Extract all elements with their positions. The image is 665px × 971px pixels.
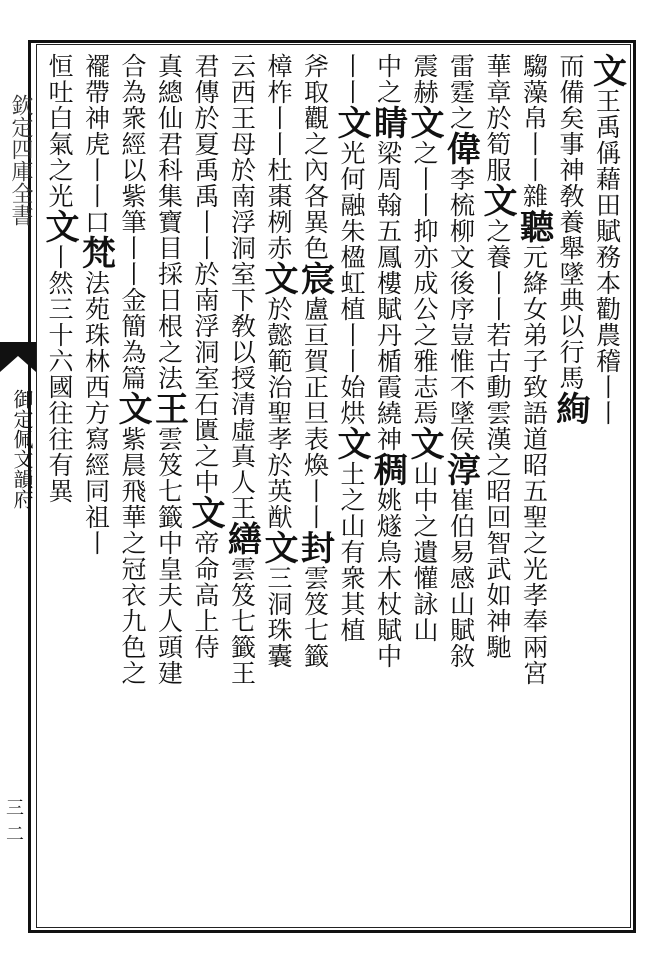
- headword: 文: [404, 105, 444, 140]
- text-segment: 紫晨飛華之冠衣九色之: [118, 426, 147, 686]
- fish-tail-mark-icon: [0, 342, 36, 372]
- text-segment: 中之: [373, 53, 403, 105]
- text-segment: 盧亘賀正旦表煥丨丨: [300, 296, 330, 530]
- text-segment: 雲笈七籤中皇夫人頭建: [154, 426, 184, 686]
- book-title: 御定佩文韻府: [10, 389, 34, 509]
- text-column-2: [549, 53, 591, 426]
- headword: 稠: [367, 452, 408, 487]
- text-segment: 華章於筍服: [483, 53, 512, 183]
- text-column-9: [294, 53, 336, 669]
- headword: 絢: [550, 391, 590, 426]
- text-segment: 而備矣事神敎養舉墜典以行馬: [556, 53, 585, 391]
- headword: 封: [294, 530, 335, 565]
- text-segment: 之養丨丨若古動雲漢之昭回智武如神馳: [483, 218, 512, 660]
- headword: 聽: [513, 209, 554, 244]
- text-segment: 恒吐白氣之光: [45, 53, 74, 209]
- text-segment: 真總仙君科集寶目採日根之法: [154, 53, 184, 391]
- text-column-12: [184, 53, 226, 660]
- headword: 文: [258, 530, 298, 565]
- text-segment: 三洞珠囊: [264, 565, 293, 669]
- text-segment: 姚燧烏木杖賦中: [373, 487, 403, 669]
- text-segment: 土之山有衆其植: [337, 461, 366, 643]
- text-segment: 丨然三十六國往往有異: [45, 244, 74, 504]
- text-column-13: [148, 53, 190, 686]
- text-segment: 樟柞丨丨杜棗栵赤: [264, 53, 293, 261]
- text-column-6: [403, 53, 445, 643]
- text-column-16: [38, 53, 80, 504]
- headword: 繕: [221, 521, 262, 556]
- text-column-5: [440, 53, 482, 669]
- text-segment: 法苑珠林西方寫經同祖丨: [81, 270, 111, 556]
- headword: 梵: [75, 235, 116, 270]
- page-number: 三二: [6, 798, 24, 845]
- text-segment: 帝命高上侍: [191, 530, 220, 660]
- text-column-15: [75, 53, 117, 556]
- text-segment: 山中之遺懽詠山: [410, 461, 439, 643]
- headword: 淳: [440, 452, 481, 487]
- headword: 宸: [294, 261, 335, 296]
- headword: 文: [404, 426, 444, 461]
- text-column-10: [257, 53, 299, 669]
- headword: 文: [331, 105, 371, 140]
- text-segment: 之丨丨抑亦成公之雅志焉: [410, 140, 439, 426]
- book-label: 欽定四庫全書: [8, 94, 33, 226]
- headword: 文: [258, 261, 298, 296]
- text-segment: 元絳女弟子致語道昭五聖之光孝奉兩宮: [519, 244, 549, 686]
- headword: 王: [148, 391, 189, 426]
- text-segment: 君傳於夏禹禹丨丨於南浮洞室石匱之中: [191, 53, 220, 495]
- headword: 睛: [367, 105, 408, 140]
- text-segment: 雲笈七籤王: [227, 556, 257, 686]
- text-segment: 崔伯易感山賦敘: [446, 487, 476, 669]
- text-segment: 梁周翰五鳳樓賦丹楯霞繞神: [373, 140, 403, 452]
- headword: 文: [331, 426, 371, 461]
- text-segment: 合為衆經以紫筆丨丨金簡為篇: [118, 53, 147, 391]
- headword: 文: [185, 495, 225, 530]
- text-column-3: [513, 53, 555, 686]
- headword: 文: [586, 53, 627, 88]
- text-column-7: [367, 53, 409, 669]
- text-segment: 騶藻帛丨丨雜: [519, 53, 549, 209]
- text-segment: 震赫: [410, 53, 439, 105]
- text-column-14: [111, 53, 153, 686]
- headword: 文: [39, 209, 79, 244]
- text-column-1: [586, 53, 628, 426]
- page-margin-strip: [0, 44, 36, 928]
- text-segment: 雷霆之: [446, 53, 476, 131]
- text-segment: 雲笈七籤: [300, 565, 330, 669]
- text-area: [36, 44, 631, 928]
- text-segment: 斧取觀之內各異色: [300, 53, 330, 261]
- text-segment: 襬帶神虎丨丨口: [81, 53, 111, 235]
- text-segment: 王禹偁藉田賦務本勸農稽丨丨: [592, 88, 622, 426]
- text-segment: 云西王母於南浮洞室下敎以授清虛真人王: [227, 53, 257, 521]
- text-segment: 丨丨: [337, 53, 366, 105]
- text-column-11: [221, 53, 263, 686]
- text-column-8: [330, 53, 372, 643]
- text-segment: 李梳柳文後序豈惟不墜侯: [446, 166, 476, 452]
- text-column-4: [476, 53, 518, 660]
- text-segment: 光何融朱楹虹植丨丨始烘: [337, 140, 366, 426]
- headword: 偉: [440, 131, 481, 166]
- headword: 文: [477, 183, 517, 218]
- text-segment: 於懿範治聖孝於英猷: [264, 296, 293, 530]
- headword: 文: [112, 391, 152, 426]
